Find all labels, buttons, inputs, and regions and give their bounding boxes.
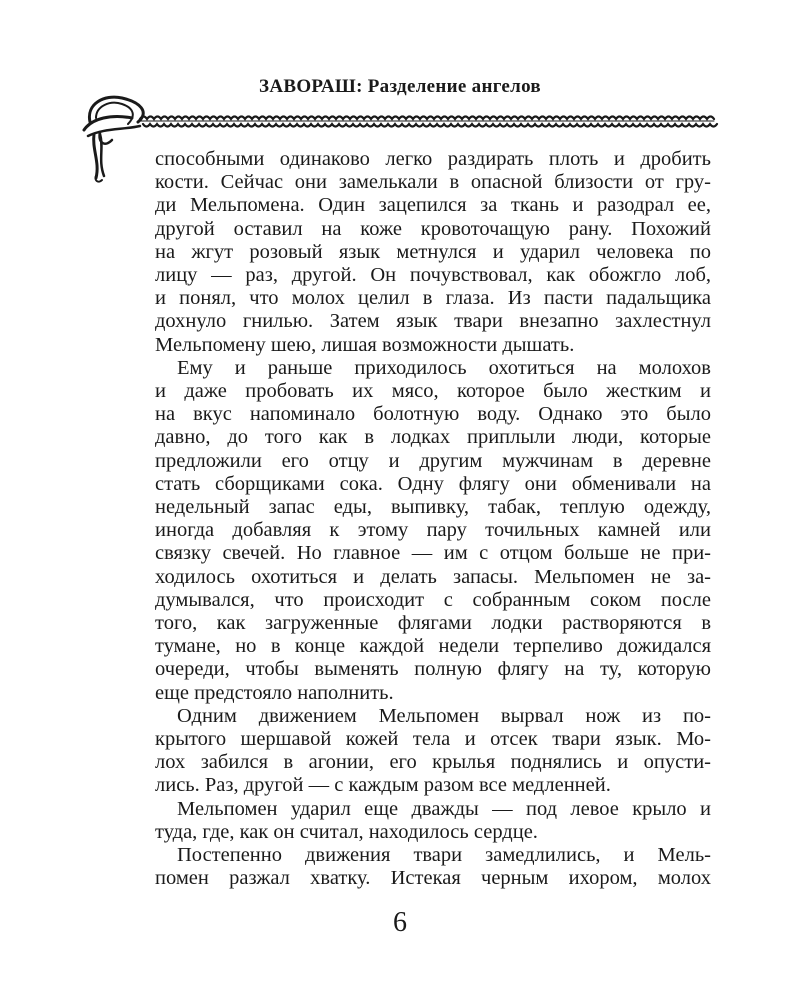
text-line: другой оставил на коже кровоточащую рану. Похожий [155, 217, 711, 240]
text-line: на жгут розовый язык метнулся и ударил человека по [155, 240, 711, 263]
text-line: крытого шершавой кожей тела и отсек твари язык. Мо- [155, 728, 711, 751]
running-head-title: ЗАВОРАШ: Разделение ангелов [259, 76, 541, 97]
text-line: Мельпомен ударил еще дважды — под левое крыло и [177, 797, 711, 820]
text-line: предложили его отцу и другим мужчинам в деревне [155, 449, 711, 472]
text-line: ди Мельпомена. Один зацепился за ткань и разодрал ее, [155, 194, 711, 217]
text-line: лицу — раз, другой. Он почувствовал, как обожгло лоб, [155, 264, 711, 287]
body-text [155, 148, 711, 891]
text-line: на вкус напоминало болотную воду. Однако это было [155, 403, 711, 426]
text-line: ходилось охотиться и делать запасы. Мельпомен не за- [155, 565, 711, 588]
text-line: туда, где, как он считал, находилось сердце. [155, 820, 538, 843]
text-line: недельный запас еды, выпивку, табак, теплую одежду, [155, 496, 711, 519]
text-line: помен разжал хватку. Истекая черным ихором, молох [155, 867, 711, 890]
text-line: лох забился в агонии, его крылья поднялись и опусти- [155, 751, 711, 774]
text-line: того, как загруженные флягами лодки растворяются в [155, 612, 711, 635]
text-line: Ему и раньше приходилось охотиться на молохов [177, 356, 711, 379]
text-line: Одним движением Мельпомен вырвал нож из по- [177, 704, 711, 727]
page-number: 6 [393, 907, 407, 938]
text-line: давно, до того как в лодках приплыли люди, которые [155, 426, 711, 449]
text-line: тумане, но в конце каждой недели терпеливо дожидался [155, 635, 711, 658]
text-line: иногда добавляя к этому пару точильных камней или [155, 519, 711, 542]
text-line: и даже пробовать их мясо, которое было жестким и [155, 380, 711, 403]
text-line: кости. Сейчас они замелькали в опасной близости от гру- [155, 171, 711, 194]
text-line: Постепенно движения твари замедлились, и Мель- [177, 844, 711, 867]
text-line: лись. Раз, другой — с каждым разом все медленней. [155, 774, 611, 797]
text-line: стать сборщиками сока. Одну флягу они обменивали на [155, 472, 711, 495]
text-line: думывался, что происходит с собранным соком после [155, 588, 711, 611]
text-line: очереди, чтобы выменять полную флягу на ту, которую [155, 658, 711, 681]
text-line: и понял, что молох целил в глаза. Из пасти падальщика [155, 287, 711, 310]
text-line: Мельпомену шею, лишая возможности дышать. [155, 333, 575, 356]
text-line: связку свечей. Но главное — им с отцом больше не при- [155, 542, 711, 565]
text-line: еще предстояло наполнить. [155, 681, 394, 704]
text-line: способными одинаково легко раздирать плоть и дробить [155, 148, 711, 170]
text-line: дохнуло гнилью. Затем язык твари внезапно захлестнул [155, 310, 711, 333]
